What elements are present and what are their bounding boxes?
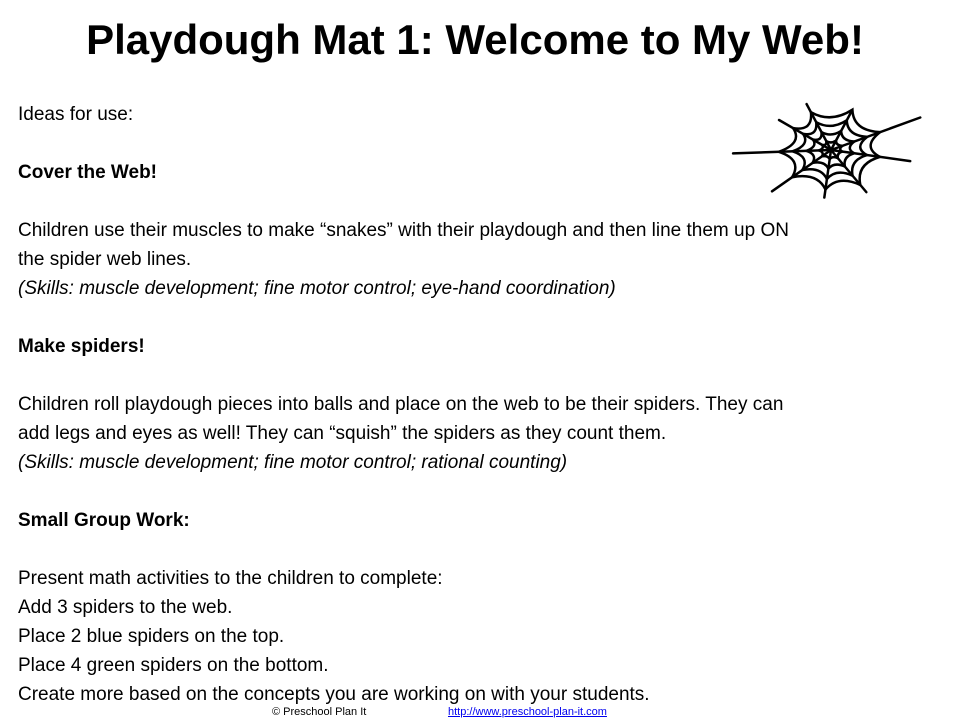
section-text: Create more based on the concepts you are working on with your students.	[18, 684, 650, 705]
section-heading-cover-web: Cover the Web!	[18, 162, 158, 183]
copyright-text: © Preschool Plan It	[272, 706, 367, 718]
section-heading-small-group: Small Group Work:	[18, 510, 190, 531]
website-link[interactable]: http://www.preschool-plan-it.com	[448, 706, 607, 718]
section-text: Present math activities to the children to complete:	[18, 568, 443, 589]
content-body	[18, 100, 938, 709]
footer	[0, 704, 960, 720]
section-heading-make-spiders: Make spiders!	[18, 336, 145, 357]
page-title: Playdough Mat 1: Welcome to My Web!	[86, 16, 864, 63]
activity-item: Place 2 blue spiders on the top.	[18, 626, 285, 647]
section-text: add legs and eyes as well! They can “squish” the spiders as they count them.	[18, 423, 667, 444]
section-text: Children use their muscles to make “snakes” with their playdough and then line them up ON	[18, 220, 789, 241]
section-text: Children roll playdough pieces into balls and place on the web to be their spiders. They can	[18, 394, 784, 415]
section-text: the spider web lines.	[18, 249, 192, 270]
skills-note: (Skills: muscle development; fine motor control; eye-hand coordination)	[18, 278, 616, 299]
intro-text: Ideas for use:	[18, 104, 134, 125]
activity-item: Add 3 spiders to the web.	[18, 597, 233, 618]
skills-note: (Skills: muscle development; fine motor control; rational counting)	[18, 452, 568, 473]
activity-item: Place 4 green spiders on the bottom.	[18, 655, 329, 676]
